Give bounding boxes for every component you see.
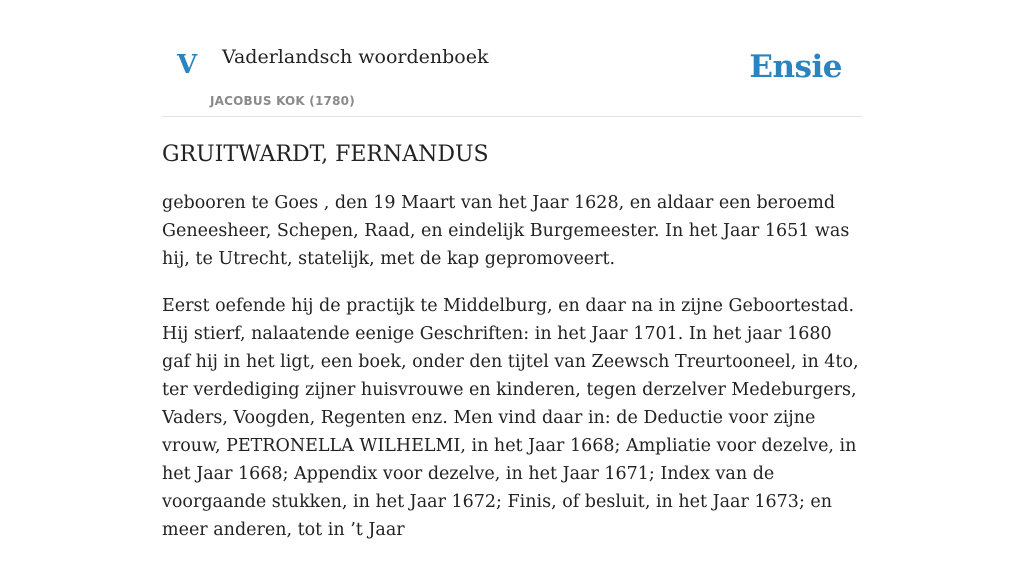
ensie-logo-link[interactable]: Ensie <box>749 49 842 85</box>
entry-paragraph-1: gebooren te Goes , den 19 Maart van het Jaar 1628, en aldaar een beroemd Geneesheer, Schepen, Raad, en eindelijk Burgemeester. In het Jaar 1651 was hij, te Utrecht, statelijk, met de kap gepromoveert. <box>162 193 850 269</box>
dictionary-logo[interactable]: V <box>177 50 198 80</box>
header <box>162 0 862 117</box>
work-title[interactable]: Vaderlandsch woordenboek <box>222 46 489 68</box>
article <box>162 138 862 563</box>
entry-title: GRUITWARDT, FERNANDUS <box>162 142 489 167</box>
entry-paragraph-2: Eerst oefende hij de practijk te Middelburg, en daar na in zijne Geboortestad. Hij stierf, nalaatende eenige Geschriften: in het Jaar 1701. In het jaar 1680 gaf hij in het ligt, een boek, onder den tijtel van Zeewsch Treurtooneel, in 4to, ter verdediging zijner huisvrouwe en kinderen, tegen derzelver Medeburgers, Vaders, Voogden, Regenten enz. Men vind daar in: de Deductie voor zijne vrouw, PETRONELLA WILHELMI, in het Jaar 1668; Ampliatie voor dezelve, in het Jaar 1668; Appendix voor dezelve, in het Jaar 1671; Index van de voorgaande stukken, in het Jaar 1672; Finis, of besluit, in het Jaar 1673; en meer anderen, tot in ’t Jaar <box>162 296 859 540</box>
work-author: JACOBUS KOK (1780) <box>210 94 355 108</box>
